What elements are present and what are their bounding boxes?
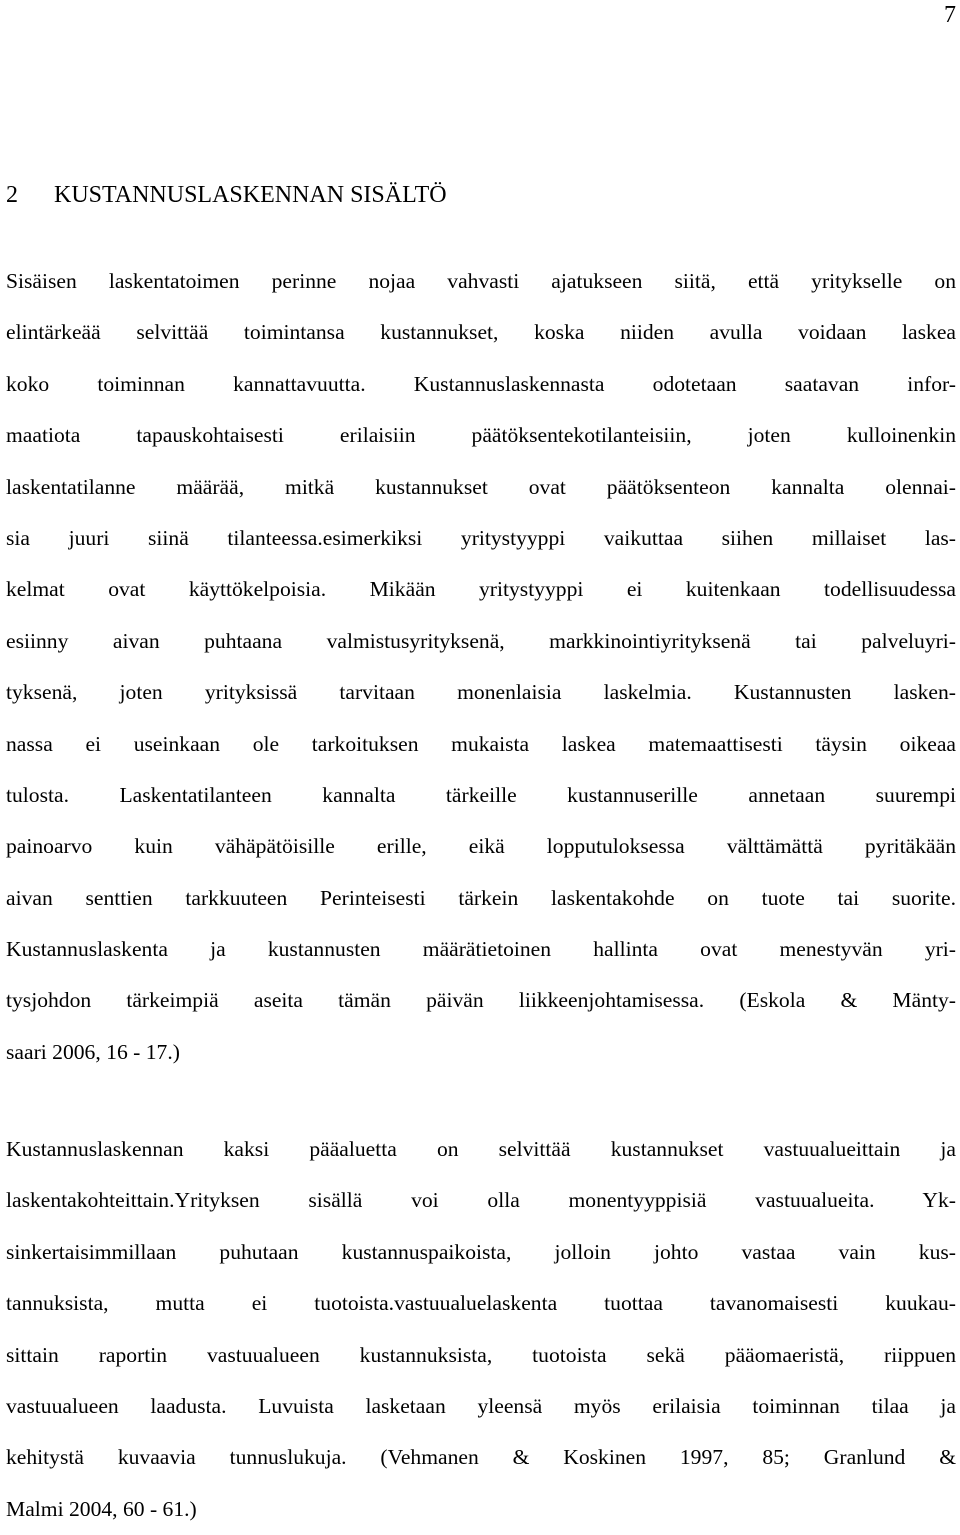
paragraph-line: sittain raportin vastuualueen kustannuksista, tuotoista sekä pääomaeristä, riippuen — [6, 1342, 956, 1367]
paragraph-line: sinkertaisimmillaan puhutaan kustannuspaikoista, jolloin johto vastaa vain kus- — [6, 1239, 956, 1264]
paragraph-line: Kustannuslaskenta ja kustannusten määrätietoinen hallinta ovat menestyvän yri- — [6, 937, 956, 962]
page-number: 7 — [944, 2, 956, 28]
paragraph-line: tyksenä, joten yrityksissä tarvitaan monenlaisia laskelmia. Kustannusten lasken- — [6, 680, 956, 705]
paragraph-line: Sisäisen laskentatoimen perinne nojaa vahvasti ajatukseen siitä, että yritykselle on — [6, 269, 956, 293]
paragraph-2 — [6, 1124, 956, 1535]
paragraph-line: saari 2006, 16 - 17.) — [6, 1039, 180, 1064]
paragraph-line: Kustannuslaskennan kaksi pääaluetta on selvittää kustannukset vastuualueittain ja — [6, 1137, 956, 1161]
paragraph-line: kelmat ovat käyttökelpoisia. Mikään yritystyyppi ei kuitenkaan todellisuudessa — [6, 577, 956, 602]
paragraph-line: aivan senttien tarkkuuteen Perinteisesti tärkein laskentakohde on tuote tai suorite. — [6, 885, 956, 910]
section-number: 2 — [6, 182, 18, 208]
paragraph-line: vastuualueen laadusta. Luvuista lasketaan yleensä myös erilaisia toiminnan tilaa ja — [6, 1393, 956, 1418]
paragraph-line: painoarvo kuin vähäpätöisille erille, eikä lopputuloksessa välttämättä pyritäkään — [6, 834, 956, 859]
paragraph-line: kehitystä kuvaavia tunnuslukuja. (Vehmanen & Koskinen 1997, 85; Granlund & — [6, 1445, 956, 1470]
section-heading — [6, 180, 447, 210]
paragraph-line: tulosta. Laskentatilanteen kannalta tärkeille kustannuserille annetaan suurempi — [6, 782, 956, 807]
paragraph-line: koko toiminnan kannattavuutta. Kustannuslaskennasta odotetaan saatavan infor- — [6, 371, 956, 396]
paragraph-line: tysjohdon tärkeimpiä aseita tämän päivän liikkeenjohtamisessa. (Eskola & Mänty- — [6, 988, 956, 1013]
paragraph-line: nassa ei useinkaan ole tarkoituksen mukaista laskea matemaattisesti täysin oikeaa — [6, 731, 956, 756]
paragraph-line: elintärkeää selvittää toimintansa kustannukset, koska niiden avulla voidaan laskea — [6, 320, 956, 345]
paragraph-line: sia juuri siinä tilanteessa.esimerkiksi yritystyyppi vaikuttaa siihen millaiset las- — [6, 525, 956, 550]
paragraph-line: esiinny aivan puhtaana valmistusyrityksenä, markkinointiyrityksenä tai palveluyri- — [6, 628, 956, 653]
paragraph-line: maatiota tapauskohtaisesti erilaisiin päätöksentekotilanteisiin, joten kulloinenkin — [6, 423, 956, 448]
paragraph-line: laskentatilanne määrää, mitkä kustannukset ovat päätöksenteon kannalta olennai- — [6, 474, 956, 499]
paragraph-line: tannuksista, mutta ei tuotoista.vastuualuelaskenta tuottaa tavanomaisesti kuukau- — [6, 1291, 956, 1316]
section-title: KUSTANNUSLASKENNAN SISÄLTÖ — [54, 182, 447, 208]
paragraph-line: Malmi 2004, 60 - 61.) — [6, 1496, 197, 1521]
paragraph-line: laskentakohteittain.Yrityksen sisällä voi olla monentyyppisiä vastuualueita. Yk- — [6, 1188, 956, 1213]
paragraph-1 — [6, 256, 956, 1078]
